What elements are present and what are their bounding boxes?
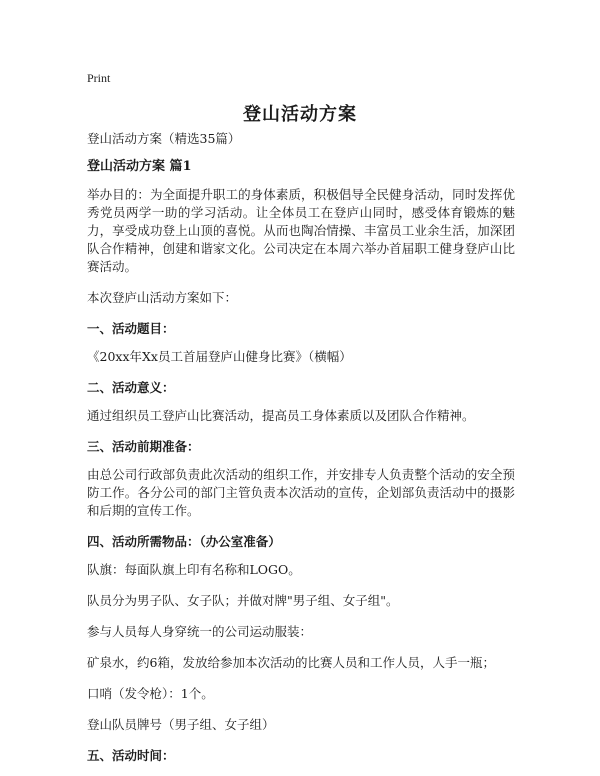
document-body xyxy=(87,130,515,775)
section-4-item-1: 队旗：每面队旗上印有名称和LOGO。 xyxy=(87,562,301,577)
chapter-heading: 登山活动方案 篇1 xyxy=(87,159,192,174)
section-2-text: 通过组织员工登庐山比赛活动，提高员工身体素质以及团队合作精神。 xyxy=(87,408,475,423)
section-4-heading: 四、活动所需物品：（办公室准备） xyxy=(87,534,281,549)
section-4-item-5: 口哨（发令枪）：1个。 xyxy=(87,686,214,701)
section-5-heading: 五、活动时间： xyxy=(87,748,175,763)
section-3-text: 由总公司行政部负责此次活动的组织工作，并安排专人负责整个活动的安全预防工作。各分公司的部门主管负责本次活动的宣传，企划部负责活动中的摄影和后期的宣传工作。 xyxy=(87,467,515,518)
section-1-heading: 一、活动题目： xyxy=(87,321,175,336)
section-4-item-3: 参与人员每人身穿统一的公司运动服装： xyxy=(87,624,313,639)
intro-paragraph: 举办目的：为全面提升职工的身体素质，积极倡导全民健身活动，同时发挥优秀党员两学一助的学习活动。让全体员工在登庐山同时，感受体育锻炼的魅力，享受成功登上山顶的喜悦。从而也陶冶情操、丰富员工业余生活，加深团队合作精神，创建和谐家文化。公司决定在本周六举办首届职工健身登庐山比赛活动。 xyxy=(87,187,515,274)
section-1-text: 《20xx年Xx员工首届登庐山健身比赛》（横幅） xyxy=(87,349,352,364)
plan-intro: 本次登庐山活动方案如下： xyxy=(87,290,238,305)
document-title: 登山活动方案 xyxy=(243,104,357,125)
section-3-heading: 三、活动前期准备： xyxy=(87,439,200,454)
section-4-item-2: 队员分为男子队、女子队；并做对牌"男子组、女子组"。 xyxy=(87,593,399,608)
section-4-item-6: 登山队员牌号（男子组、女子组） xyxy=(87,717,275,732)
section-2-heading: 二、活动意义： xyxy=(87,380,175,395)
print-label: Print xyxy=(87,71,111,85)
document-subtitle: 登山活动方案（精选35篇） xyxy=(87,131,241,146)
section-4-item-4: 矿泉水，约6箱，发放给参加本次活动的比赛人员和工作人员，人手一瓶； xyxy=(87,655,495,670)
